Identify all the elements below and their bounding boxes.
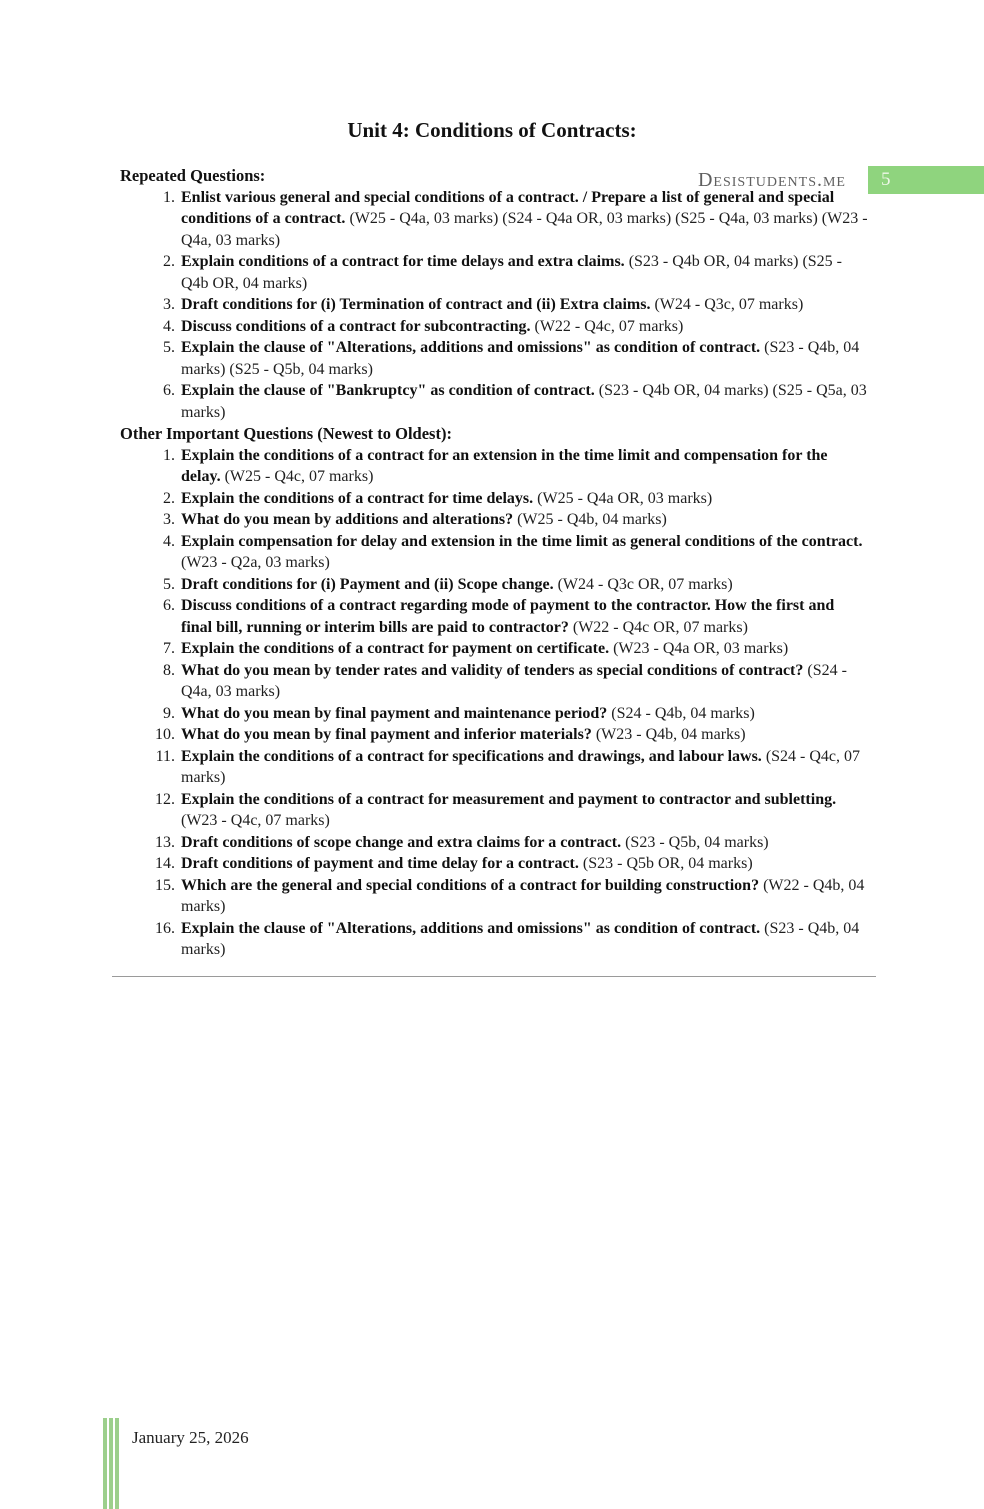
list-item: 2. Explain the conditions of a contract for time delays. (W25 - Q4a OR, 03 marks) <box>179 488 868 510</box>
list-item: 6. Discuss conditions of a contract regarding mode of payment to the contractor. How the first and final bill, running or interim bills are paid to contractor? (W22 - Q4c OR, 07 marks) <box>179 595 868 638</box>
list-item: 3. Draft conditions for (i) Termination of contract and (ii) Extra claims. (W24 - Q3c, 07 marks) <box>179 294 868 316</box>
list-item: 3. What do you mean by additions and alterations? (W25 - Q4b, 04 marks) <box>179 509 868 531</box>
site-name: Desistudents.me <box>697 168 846 191</box>
list-item: 12. Explain the conditions of a contract for measurement and payment to contractor and subletting. (W23 - Q4c, 07 marks) <box>179 789 868 832</box>
list-item: 6. Explain the clause of "Bankruptcy" as condition of contract. (S23 - Q4b OR, 04 marks) (S25 - Q5a, 03 marks) <box>179 380 868 423</box>
list-item: 1. Explain the conditions of a contract for an extension in the time limit and compensation for the delay. (W25 - Q4c, 07 marks) <box>179 445 868 488</box>
page-number: 5 <box>881 169 891 190</box>
list-item: 14. Draft conditions of payment and time delay for a contract. (S23 - Q5b OR, 04 marks) <box>179 853 868 875</box>
page-title: Unit 4: Conditions of Contracts: <box>347 118 637 142</box>
list-item: 8. What do you mean by tender rates and validity of tenders as special conditions of contract? (S24 - Q4a, 03 marks) <box>179 660 868 703</box>
footer-date: January 25, 2026 <box>132 1428 249 1447</box>
list-item: 1. Enlist various general and special conditions of a contract. / Prepare a list of general and special conditions of a contract. (W25 - Q4a, 03 marks) (S24 - Q4a OR, 03 marks) (S25 - Q4a, 03 marks) (W23 - Q4a, 03 marks) <box>179 187 868 252</box>
page-number-badge <box>868 166 984 194</box>
list-item: 11. Explain the conditions of a contract for specifications and drawings, and labour laws. (S24 - Q4c, 07 marks) <box>179 746 868 789</box>
list-item: 7. Explain the conditions of a contract for payment on certificate. (W23 - Q4a OR, 03 marks) <box>179 638 868 660</box>
repeated-questions-list <box>120 187 868 424</box>
green-vertical-line <box>103 1418 107 1509</box>
list-item: 16. Explain the clause of "Alterations, additions and omissions" as condition of contract. (S23 - Q4b, 04 marks) <box>179 918 868 961</box>
footer-decoration-lines <box>103 1418 121 1509</box>
list-item: 5. Draft conditions for (i) Payment and (ii) Scope change. (W24 - Q3c OR, 07 marks) <box>179 574 868 596</box>
list-item: 5. Explain the clause of "Alterations, additions and omissions" as condition of contract. (S23 - Q4b, 04 marks) (S25 - Q5b, 04 marks) <box>179 337 868 380</box>
section-divider <box>112 976 876 977</box>
list-item: 4. Discuss conditions of a contract for subcontracting. (W22 - Q4c, 07 marks) <box>179 316 868 338</box>
list-item: 15. Which are the general and special conditions of a contract for building construction? (W22 - Q4b, 04 marks) <box>179 875 868 918</box>
green-vertical-line <box>109 1418 113 1509</box>
list-item: 10. What do you mean by final payment and inferior materials? (W23 - Q4b, 04 marks) <box>179 724 868 746</box>
other-questions-heading: Other Important Questions (Newest to Oldest): <box>120 424 452 443</box>
other-questions-list <box>120 445 868 961</box>
list-item: 9. What do you mean by final payment and maintenance period? (S24 - Q4b, 04 marks) <box>179 703 868 725</box>
page-header <box>0 166 984 194</box>
list-item: 4. Explain compensation for delay and extension in the time limit as general conditions of the contract. (W23 - Q2a, 03 marks) <box>179 531 868 574</box>
document-body <box>120 165 868 977</box>
green-vertical-line <box>115 1418 119 1509</box>
list-item: 13. Draft conditions of scope change and extra claims for a contract. (S23 - Q5b, 04 marks) <box>179 832 868 854</box>
repeated-questions-heading: Repeated Questions: <box>120 166 266 185</box>
list-item: 2. Explain conditions of a contract for time delays and extra claims. (S23 - Q4b OR, 04 marks) (S25 - Q4b OR, 04 marks) <box>179 251 868 294</box>
